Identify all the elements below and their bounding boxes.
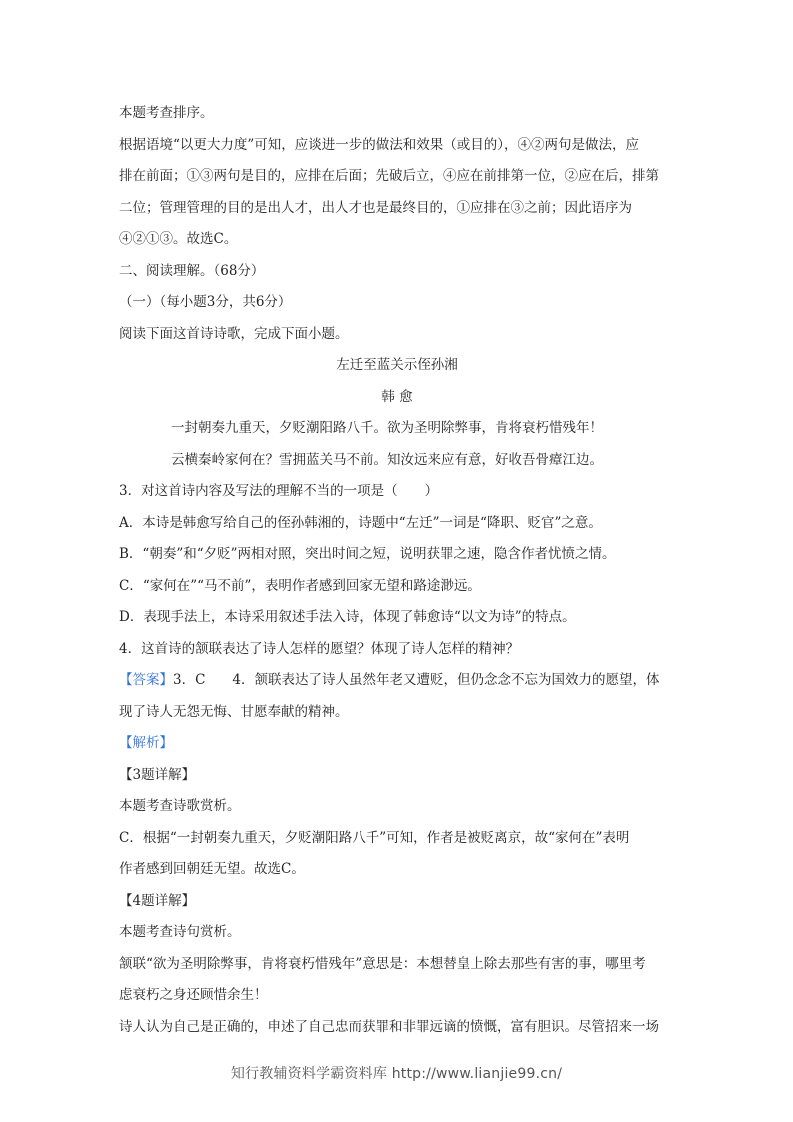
document-content: [119, 98, 675, 1043]
answer-label: 【答案】: [119, 672, 173, 688]
text-line: 作者感到回朝廷无望。故选C。: [119, 861, 305, 877]
text-line: 本题考查排序。: [119, 105, 214, 121]
answer-line: [119, 665, 675, 697]
text-line: 二位；管理管理的目的是出人才，出人才也是最终目的，①应排在③之前；因此语序为: [119, 199, 632, 216]
footer-watermark: 知行教辅资料学霸资料库 http://www.lianjie99.cn/: [230, 1066, 563, 1082]
poem-line: 一封朝奏九重天，夕贬潮阳路八千。欲为圣明除弊事，肯将衰朽惜残年！: [171, 420, 603, 436]
text-line: 虑衰朽之身还顾惜余生！: [119, 987, 268, 1003]
text-line: 诗人认为自己是正确的，申述了自己忠而获罪和非罪远谪的愤慨，富有胆识。尽管招来一场: [119, 1018, 659, 1035]
detail-heading: 【4题详解】: [119, 892, 196, 909]
instruction-line: 阅读下面这首诗诗歌，完成下面小题。: [119, 325, 349, 342]
text-line: 根据语境“以更大力度”可知，应谈进一步的做法和效果（或目的），④②两句是做法，应: [119, 136, 640, 153]
poem-title: 左迁至蓝关示侄孙湘: [336, 357, 458, 373]
text-line: C．根据“一封朝奏九重天，夕贬潮阳路八千”可知，作者是被贬离京，故“家何在”表明: [119, 829, 630, 846]
option-line: C．“家何在”“马不前”，表明作者感到回家无望和路途渺远。: [119, 577, 481, 594]
option-line: A．本诗是韩愈写给自己的侄孙韩湘的，诗题中“左迁”一词是“降职、贬官”之意。: [119, 514, 602, 531]
text-line: 本题考查诗歌赏析。: [119, 798, 241, 814]
analysis-label: 【解析】: [119, 735, 173, 751]
answer-text: 3．C 4．颔联表达了诗人虽然年老又遭贬，但仍念念不忘为国效力的愿望，体: [173, 672, 660, 688]
text-line: 本题考查诗句赏析。: [119, 924, 241, 940]
text-line: 排在前面；①③两句是目的，应排在后面；先破后立，④应在前排第一位，②应在后，排第: [119, 168, 659, 184]
question-line: 3．对这首诗内容及写法的理解不当的一项是（ ）: [119, 483, 439, 499]
detail-heading: 【3题详解】: [119, 766, 196, 783]
poem-author: 韩 愈: [381, 388, 413, 405]
option-line: D．表现手法上，本诗采用叙述手法入诗，体现了韩愈诗“以文为诗”的特点。: [119, 609, 576, 625]
answer-line: 现了诗人无怨无悔、甘愿奉献的精神。: [119, 703, 349, 720]
question-line: 4．这首诗的颔联表达了诗人怎样的愿望？体现了诗人怎样的精神？: [119, 640, 520, 657]
option-line: B．“朝奏”和“夕贬”两相对照，突出时间之短，说明获罪之速，隐含作者忧愤之情。: [119, 546, 616, 562]
poem-line: 云横秦岭家何在？雪拥蓝关马不前。知汝远来应有意，好收吾骨瘴江边。: [171, 451, 603, 468]
text-line: 颔联“欲为圣明除弊事，肯将衰朽惜残年”意思是：本想替皇上除去那些有害的事，哪里考: [119, 955, 646, 972]
text-line: ④②①③。故选C。: [119, 231, 238, 247]
subsection-heading: （一）（每小题3分，共6分）: [119, 294, 292, 310]
section-heading: 二、阅读理解。（68分）: [119, 262, 265, 279]
